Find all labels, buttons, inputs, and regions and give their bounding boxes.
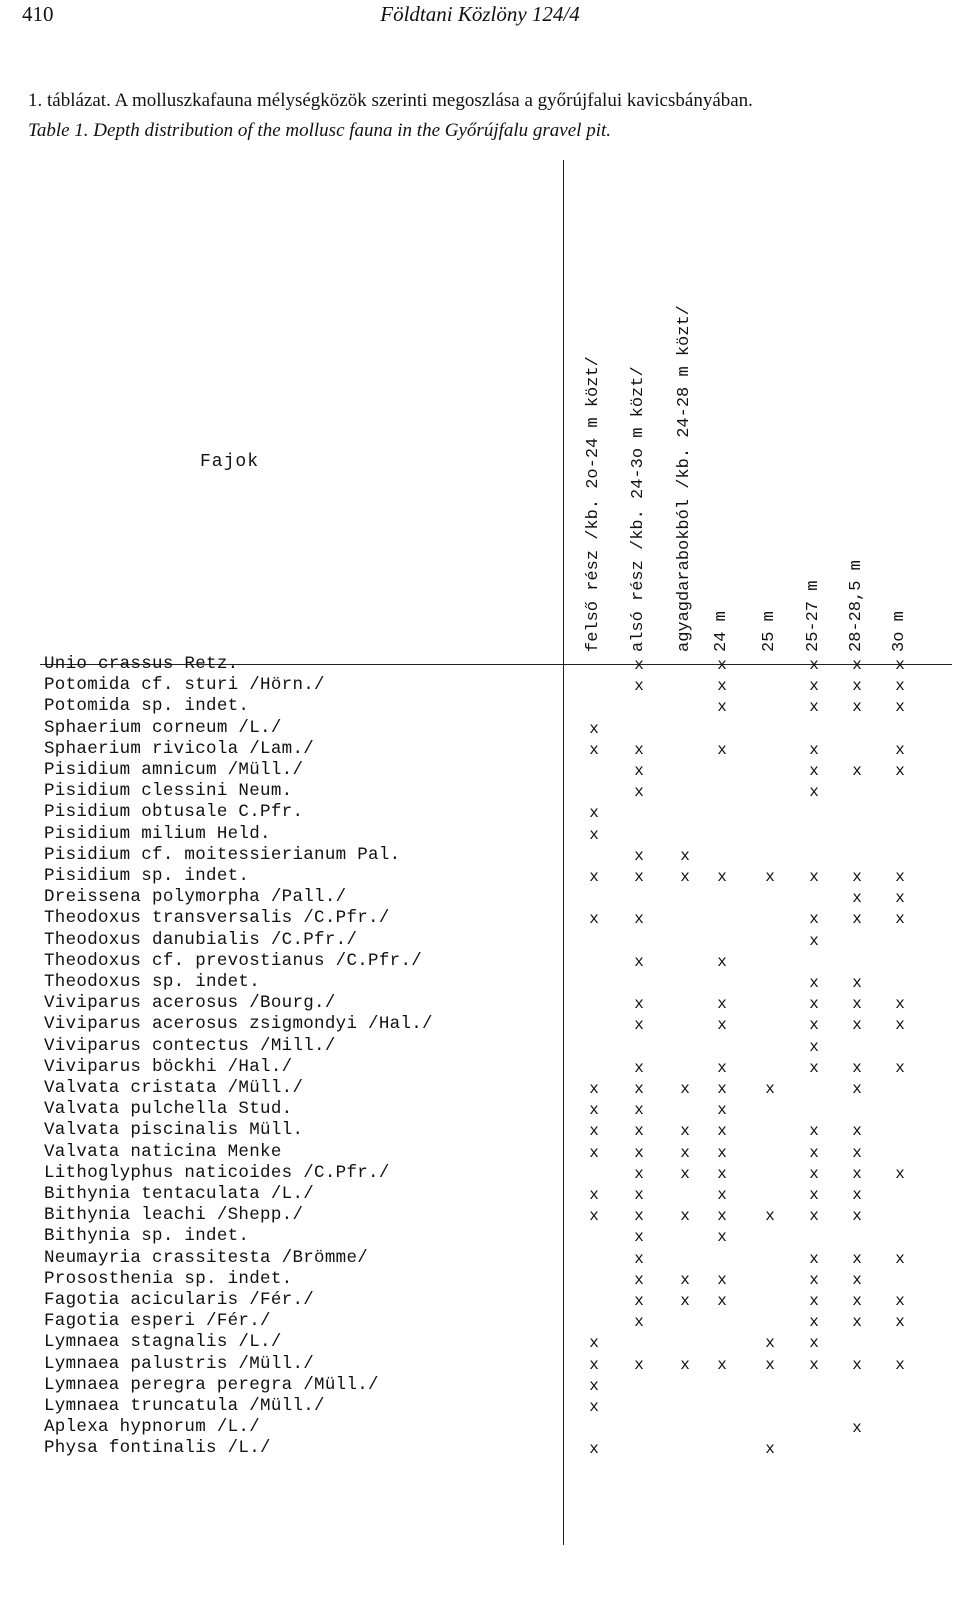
species-name: Prososthenia sp. indet. — [44, 1268, 293, 1289]
presence-mark: x — [680, 1164, 690, 1183]
presence-mark: x — [809, 1016, 819, 1035]
presence-mark: x — [809, 1186, 819, 1204]
presence-mark: x — [634, 952, 644, 971]
presence-mark: x — [895, 656, 905, 674]
species-name: Valvata pulchella Stud. — [44, 1099, 293, 1120]
presence-mark: x — [680, 1292, 690, 1310]
presence-mark: x — [634, 995, 644, 1014]
presence-mark: x — [634, 910, 644, 929]
presence-mark: x — [809, 762, 819, 780]
presence-mark: x — [852, 1270, 862, 1289]
presence-mark: x — [717, 677, 727, 696]
presence-mark: x — [589, 804, 599, 823]
presence-mark: x — [809, 910, 819, 929]
species-name: Bithynia tentaculata /L./ — [44, 1184, 315, 1204]
presence-mark: x — [634, 1249, 644, 1268]
presence-mark: x — [634, 846, 644, 865]
species-name: Potomida sp. indet. — [44, 696, 250, 717]
presence-mark: x — [717, 1058, 727, 1077]
presence-mark: x — [589, 1143, 599, 1162]
species-name: Lymnaea stagnalis /L./ — [44, 1332, 282, 1353]
presence-mark: x — [634, 1186, 644, 1204]
species-name: Valvata naticina Menke — [44, 1141, 282, 1162]
presence-mark: x — [589, 1355, 599, 1374]
presence-mark: x — [852, 1164, 862, 1183]
presence-mark: x — [680, 1270, 690, 1289]
presence-mark: x — [717, 740, 727, 759]
species-name: Pisidium cf. moitessierianum Pal. — [44, 844, 401, 865]
presence-mark: x — [852, 1207, 862, 1226]
presence-mark: x — [680, 1207, 690, 1226]
presence-mark: x — [809, 1249, 819, 1268]
presence-mark: x — [809, 1313, 819, 1332]
presence-mark: x — [809, 1292, 819, 1310]
presence-mark: x — [680, 1143, 690, 1162]
presence-mark: x — [809, 868, 819, 886]
species-name: Pisidium milium Held. — [44, 823, 271, 844]
presence-mark: x — [852, 677, 862, 696]
presence-mark: x — [895, 1313, 905, 1332]
presence-mark: x — [680, 868, 690, 886]
species-name: Fagotia esperi /Fér./ — [44, 1311, 271, 1332]
presence-mark: x — [680, 846, 690, 865]
presence-mark: x — [809, 698, 819, 717]
presence-mark: x — [809, 656, 819, 674]
species-name: Pisidium amnicum /Müll./ — [44, 760, 304, 780]
presence-mark: x — [680, 1355, 690, 1374]
presence-mark: x — [895, 1164, 905, 1183]
presence-mark: x — [589, 910, 599, 929]
presence-mark: x — [589, 740, 599, 759]
presence-mark: x — [634, 1313, 644, 1332]
presence-mark: x — [634, 783, 644, 802]
presence-mark: x — [809, 1355, 819, 1374]
presence-mark: x — [852, 910, 862, 929]
presence-mark: x — [717, 1080, 727, 1098]
presence-mark: x — [765, 1080, 775, 1098]
species-name: Sphaerium rivicola /Lam./ — [44, 738, 315, 759]
presence-mark: x — [895, 1058, 905, 1077]
presence-mark: x — [809, 1207, 819, 1226]
presence-mark: x — [852, 1313, 862, 1332]
species-name: Potomida cf. sturi /Hörn./ — [44, 675, 325, 696]
presence-mark: x — [852, 698, 862, 717]
presence-mark: x — [895, 698, 905, 717]
table-caption-hungarian: 1. táblázat. A molluszkafauna mélységközök szerinti megoszlása a győrújfalui kavicsbányában. — [28, 90, 753, 111]
presence-mark: x — [809, 1122, 819, 1141]
species-name: Theodoxus danubialis /C.Pfr./ — [44, 929, 358, 950]
species-name: Pisidium sp. indet. — [44, 866, 250, 886]
column-header-7: 28-28,5 m — [847, 560, 866, 652]
presence-mark: x — [717, 1207, 727, 1226]
presence-mark: x — [634, 1228, 644, 1247]
presence-mark: x — [589, 1440, 599, 1459]
presence-mark: x — [895, 889, 905, 908]
presence-mark: x — [589, 1080, 599, 1098]
presence-mark: x — [852, 1016, 862, 1035]
presence-mark: x — [717, 1355, 727, 1374]
presence-mark: x — [589, 719, 599, 738]
page-number: 410 — [22, 2, 54, 26]
presence-mark: x — [589, 1101, 599, 1120]
presence-mark: x — [809, 1143, 819, 1162]
presence-mark: x — [765, 1207, 775, 1226]
species-name: Valvata cristata /Müll./ — [44, 1078, 304, 1098]
presence-mark: x — [765, 868, 775, 886]
presence-mark: x — [895, 995, 905, 1014]
species-name: Bithynia sp. indet. — [44, 1226, 250, 1247]
presence-mark: x — [809, 1164, 819, 1183]
presence-mark: x — [717, 1143, 727, 1162]
presence-mark: x — [717, 1292, 727, 1310]
table-caption-english: Table 1. Depth distribution of the mollusc fauna in the Győrújfalu gravel pit. — [28, 120, 611, 141]
species-name: Lithoglyphus naticoides /C.Pfr./ — [44, 1162, 390, 1183]
presence-mark: x — [852, 1292, 862, 1310]
presence-mark: x — [634, 1016, 644, 1035]
presence-mark: x — [852, 1122, 862, 1141]
presence-mark: x — [680, 1122, 690, 1141]
presence-mark: x — [634, 1164, 644, 1183]
presence-mark: x — [589, 1334, 599, 1353]
presence-mark: x — [634, 1355, 644, 1374]
presence-mark: x — [765, 1440, 775, 1459]
presence-mark: x — [717, 656, 727, 674]
presence-mark: x — [809, 1334, 819, 1353]
presence-mark: x — [589, 868, 599, 886]
presence-mark: x — [717, 698, 727, 717]
presence-mark: x — [852, 889, 862, 908]
presence-mark: x — [852, 1249, 862, 1268]
journal-title: Földtani Közlöny 124/4 — [380, 2, 580, 26]
presence-mark: x — [809, 974, 819, 992]
presence-mark: x — [852, 995, 862, 1014]
presence-mark: x — [717, 1122, 727, 1141]
presence-mark: x — [895, 868, 905, 886]
species-name: Fagotia acicularis /Fér./ — [44, 1290, 315, 1310]
presence-mark: x — [895, 762, 905, 780]
presence-mark: x — [765, 1355, 775, 1374]
presence-mark: x — [852, 1419, 862, 1438]
species-name: Pisidium obtusale C.Pfr. — [44, 802, 304, 823]
table-vertical-rule — [563, 160, 564, 1545]
species-name: Viviparus contectus /Mill./ — [44, 1035, 336, 1056]
species-column-header: Fajok — [200, 452, 260, 472]
species-name: Viviparus böckhi /Hal./ — [44, 1056, 293, 1077]
presence-mark: x — [680, 1080, 690, 1098]
presence-mark: x — [634, 1270, 644, 1289]
presence-mark: x — [634, 1058, 644, 1077]
presence-mark: x — [895, 1355, 905, 1374]
presence-mark: x — [717, 1164, 727, 1183]
presence-mark: x — [634, 1207, 644, 1226]
species-name: Theodoxus sp. indet. — [44, 972, 261, 992]
presence-mark: x — [809, 677, 819, 696]
presence-mark: x — [589, 1186, 599, 1204]
presence-mark: x — [717, 1228, 727, 1247]
presence-mark: x — [589, 1398, 599, 1416]
presence-mark: x — [717, 868, 727, 886]
column-header-5: 25 m — [760, 611, 779, 652]
column-header-6: 25-27 m — [804, 580, 823, 652]
species-name: Dreissena polymorpha /Pall./ — [44, 887, 347, 908]
presence-mark: x — [589, 1376, 599, 1395]
species-name: Lymnaea palustris /Müll./ — [44, 1353, 315, 1374]
column-header-2: alsó rész /kb. 24-3o m közt/ — [629, 366, 648, 652]
presence-mark: x — [634, 1143, 644, 1162]
presence-mark: x — [895, 740, 905, 759]
presence-mark: x — [717, 1101, 727, 1120]
presence-mark: x — [852, 656, 862, 674]
presence-mark: x — [717, 1270, 727, 1289]
presence-mark: x — [895, 1292, 905, 1310]
presence-mark: x — [634, 868, 644, 886]
species-name: Pisidium clessini Neum. — [44, 781, 293, 802]
presence-mark: x — [852, 762, 862, 780]
species-name: Unio crassus Retz. — [44, 654, 239, 674]
presence-mark: x — [634, 1080, 644, 1098]
presence-mark: x — [634, 1292, 644, 1310]
presence-mark: x — [852, 1080, 862, 1098]
species-name: Bithynia leachi /Shepp./ — [44, 1205, 304, 1226]
presence-mark: x — [895, 910, 905, 929]
presence-mark: x — [895, 677, 905, 696]
presence-mark: x — [852, 1058, 862, 1077]
presence-mark: x — [852, 868, 862, 886]
species-name: Aplexa hypnorum /L./ — [44, 1417, 261, 1438]
species-name: Neumayria crassitesta /Brömme/ — [44, 1247, 369, 1268]
column-header-3: agyagdarabokból /kb. 24-28 m közt/ — [675, 305, 694, 652]
species-name: Lymnaea peregra peregra /Müll./ — [44, 1374, 379, 1395]
presence-mark: x — [634, 677, 644, 696]
presence-mark: x — [852, 1143, 862, 1162]
column-header-1: felső rész /kb. 2o-24 m közt/ — [584, 356, 603, 652]
species-name: Theodoxus transversalis /C.Pfr./ — [44, 908, 390, 929]
presence-mark: x — [895, 1249, 905, 1268]
presence-mark: x — [717, 1186, 727, 1204]
presence-mark: x — [809, 1037, 819, 1056]
presence-mark: x — [717, 952, 727, 971]
presence-mark: x — [852, 1355, 862, 1374]
species-name: Lymnaea truncatula /Müll./ — [44, 1396, 325, 1416]
presence-mark: x — [765, 1334, 775, 1353]
presence-mark: x — [634, 1101, 644, 1120]
presence-mark: x — [634, 1122, 644, 1141]
presence-mark: x — [634, 656, 644, 674]
presence-mark: x — [809, 931, 819, 950]
presence-mark: x — [589, 825, 599, 844]
presence-mark: x — [717, 995, 727, 1014]
presence-mark: x — [717, 1016, 727, 1035]
presence-mark: x — [809, 1058, 819, 1077]
species-name: Valvata piscinalis Müll. — [44, 1120, 304, 1141]
species-name: Theodoxus cf. prevostianus /C.Pfr./ — [44, 950, 423, 971]
species-name: Physa fontinalis /L./ — [44, 1438, 271, 1459]
column-header-4: 24 m — [712, 611, 731, 652]
species-name: Viviparus acerosus zsigmondyi /Hal./ — [44, 1014, 433, 1035]
species-name: Sphaerium corneum /L./ — [44, 717, 282, 738]
presence-mark: x — [852, 1186, 862, 1204]
presence-mark: x — [895, 1016, 905, 1035]
presence-mark: x — [589, 1122, 599, 1141]
presence-mark: x — [634, 762, 644, 780]
presence-mark: x — [634, 740, 644, 759]
presence-mark: x — [809, 995, 819, 1014]
presence-mark: x — [852, 974, 862, 992]
presence-mark: x — [809, 740, 819, 759]
column-header-8: 3o m — [890, 611, 909, 652]
presence-mark: x — [809, 783, 819, 802]
presence-mark: x — [589, 1207, 599, 1226]
presence-mark: x — [809, 1270, 819, 1289]
species-name: Viviparus acerosus /Bourg./ — [44, 993, 336, 1014]
